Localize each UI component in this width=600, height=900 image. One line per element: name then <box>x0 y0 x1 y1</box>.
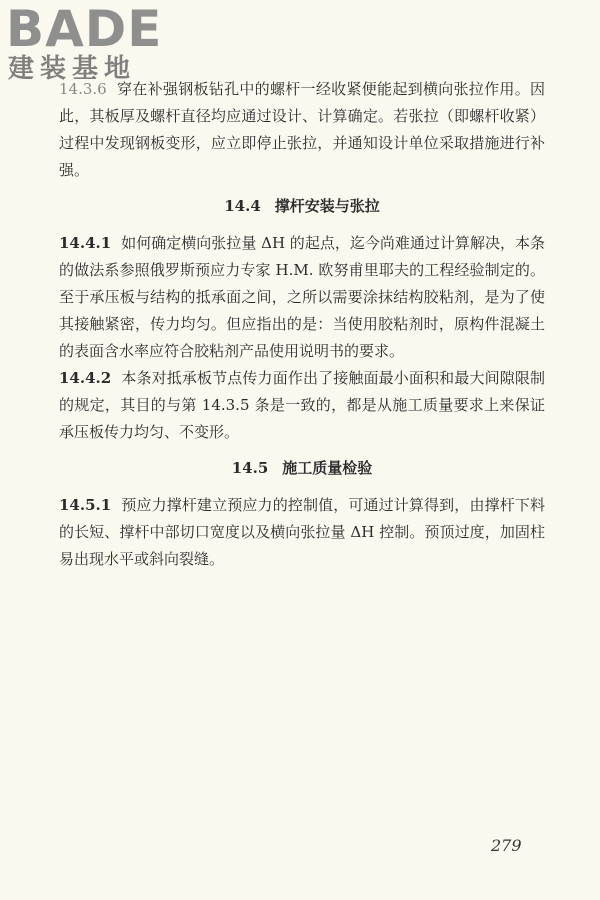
bade-watermark <box>6 0 186 84</box>
section-heading-14-5 <box>59 455 545 482</box>
page-body <box>59 76 545 573</box>
section-title: 施工质量检验 <box>282 459 373 477</box>
paragraph-14-3-6 <box>59 76 545 184</box>
watermark-brand: BADE <box>6 0 163 58</box>
section-number: 14.5 <box>231 459 269 477</box>
section-title: 撑杆安装与张拉 <box>274 197 380 215</box>
clause-number: 14.5.1 <box>59 496 112 514</box>
page-number: 279 <box>491 836 522 855</box>
section-heading-14-4 <box>59 193 545 220</box>
clause-text: 穿在补强钢板钻孔中的螺杆一经收紧便能起到横向张拉作用。因此，其板厚及螺杆直径均应通过设计、计算确定。若张拉（即螺杆收紧）过程中发现钢板变形，应立即停止张拉，并通知设计单位采取措施进行补强。 <box>59 80 545 179</box>
clause-text: 预应力撑杆建立预应力的控制值，可通过计算得到，由撑杆下料的长短、撑杆中部切口宽度以及横向张拉量 ΔH 控制。预顶过度，加固柱易出现水平或斜向裂缝。 <box>59 496 545 568</box>
paragraph-14-4-2 <box>59 365 545 446</box>
clause-text: 本条对抵承板节点传力面作出了接触面最小面积和最大间隙限制的规定，其目的与第 14.3.5 条是一致的，都是从施工质量要求上来保证承压板传力均匀、不变形。 <box>59 369 545 441</box>
clause-number: 14.3.6 <box>59 80 107 98</box>
clause-number: 14.4.1 <box>59 234 112 252</box>
clause-text: 如何确定横向张拉量 ΔH 的起点，迄今尚难通过计算解决，本条的做法系参照俄罗斯预应力专家 H.M. 欧努甫里耶夫的工程经验制定的。至于承压板与结构的抵承面之间，之所以需要涂抹结构胶粘剂，是为了使其接触紧密，传力均匀。但应指出的是：当使用胶粘剂时，原构件混凝土的表面含水率应符合胶粘剂产品使用说明书的要求。 <box>59 234 545 360</box>
clause-number: 14.4.2 <box>59 369 112 387</box>
watermark-subtitle: 建装基地 <box>8 54 137 84</box>
paragraph-14-5-1 <box>59 492 545 573</box>
paragraph-14-4-1 <box>59 230 545 365</box>
section-number: 14.4 <box>224 197 261 215</box>
